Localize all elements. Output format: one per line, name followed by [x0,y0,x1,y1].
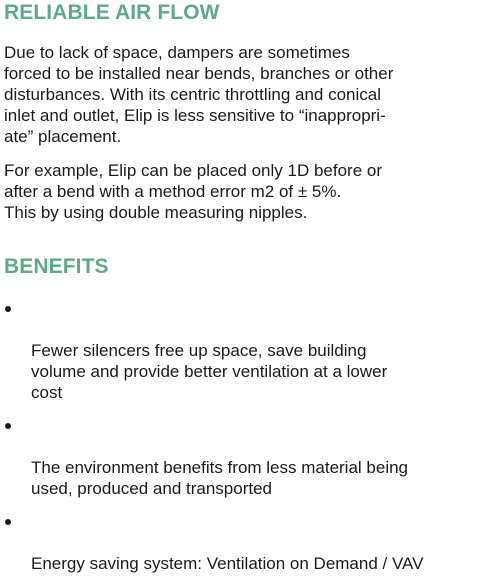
section-heading-reliable-air-flow: RELIABLE AIR FLOW [4,1,220,24]
benefit-text: Energy saving system: Ventilation on Demand / VAV [31,554,424,573]
paragraph-example: For example, Elip can be placed only 1D before or after a bend with a method error m2 of ± 5%. This by using double measuring nipples. [4,161,382,222]
bullet-icon [5,519,11,525]
benefit-text: Fewer silencers free up space, save building volume and provide better ventilation at a lower cost [31,341,388,402]
benefit-item-environment [0,415,479,499]
benefit-item-silencers [0,298,479,403]
benefits-list [0,298,479,586]
bullet-icon [5,306,11,312]
benefit-item-energy [0,511,479,574]
benefit-text: The environment benefits from less material being used, produced and transported [31,458,409,498]
bullet-icon [5,423,11,429]
paragraph-placement: Due to lack of space, dampers are sometimes forced to be installed near bends, branches or other disturbances. With its centric throttling and conical inlet and outlet, Elip is less sensitive to “inappropri- ate” placement. [4,43,394,146]
section-heading-benefits: BENEFITS [4,255,109,278]
